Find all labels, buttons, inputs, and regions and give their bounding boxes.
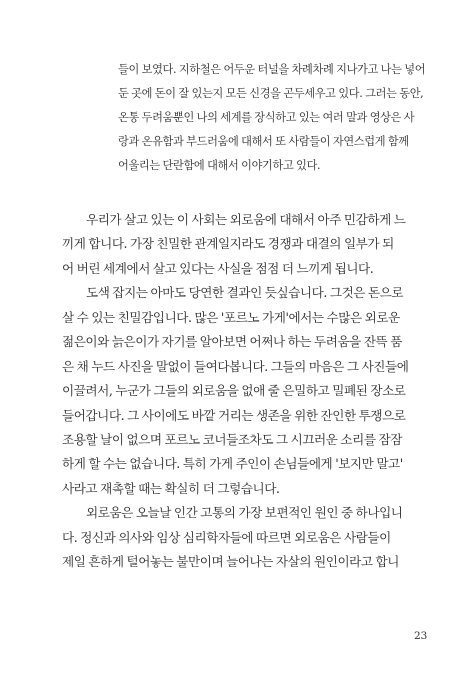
paragraph-line: 이끌려서, 누군가 그들의 외로움을 없애 줄 은밀하고 밀폐된 장소로 [62,383,406,399]
quote-line: 온통 두려움뿐인 나의 세계를 장식하고 있는 여러 말과 영상은 사 [118,111,415,124]
paragraph-line: 끼게 합니다. 가장 친밀한 관계일지라도 경쟁과 대결의 일부가 되 [62,236,394,252]
body-text [62,208,428,575]
paragraph-line: 어 버린 세계에서 살고 있다는 사실을 점점 더 느끼게 됩니다. [62,260,374,276]
paragraph-line: 들어갑니다. 그 사이에도 바깥 거리는 생존을 위한 잔인한 투쟁으로 [62,407,406,423]
page-number: 23 [414,630,428,642]
paragraph-line: 사라고 재촉할 때는 확실히 더 그렇습니다. [62,480,280,496]
paragraph-line: 하게 할 수는 없습니다. 특히 가게 주인이 손님들에게 '보지만 말고' [62,456,403,472]
paragraph-line: 젊은이와 늙은이가 자기를 알아보면 어쩌나 하는 두려움을 잔뜩 품 [62,334,402,350]
quote-line: 둔 곳에 돈이 잘 있는지 모든 신경을 곤두세우고 있다. 그러는 동안, [118,87,424,100]
block-quote [118,58,440,178]
quote-line: 들이 보였다. 지하철은 어두운 터널을 차례차례 지나가고 나는 넣어 [118,63,426,76]
paragraph-line: 은 채 누드 사진을 말없이 들여다봅니다. 그들의 마음은 그 사진들에 [62,358,409,374]
paragraph-line: 외로움은 오늘날 인간 고통의 가장 보편적인 원인 중 하나입니 [86,505,403,521]
quote-line: 어울리는 단란함에 대해서 이야기하고 있다. [118,159,321,172]
paragraph-line: 다. 정신과 의사와 임상 심리학자들에 따르면 외로움은 사람들이 [62,529,391,545]
paragraph-line: 조용할 날이 없으며 포르노 코너들조차도 그 시끄러운 소리를 잠잠 [62,431,402,447]
paragraph-line: 도색 잡지는 아마도 당연한 결과인 듯싶습니다. 그것은 돈으로 [86,285,404,301]
paragraph-line: 우리가 살고 있는 이 사회는 외로움에 대해서 아주 민감하게 느 [86,212,406,227]
paragraph-line: 살 수 있는 친밀감입니다. 많은 '포르노 가게'에서는 수많은 외로운 [62,309,400,325]
paragraph-line: 제일 흔하게 털어놓는 불만이며 늘어나는 자살의 원인이라고 합니 [62,554,399,570]
quote-line: 랑과 온유함과 부드러움에 대해서 또 사람들이 자연스럽게 함께 [118,135,409,148]
